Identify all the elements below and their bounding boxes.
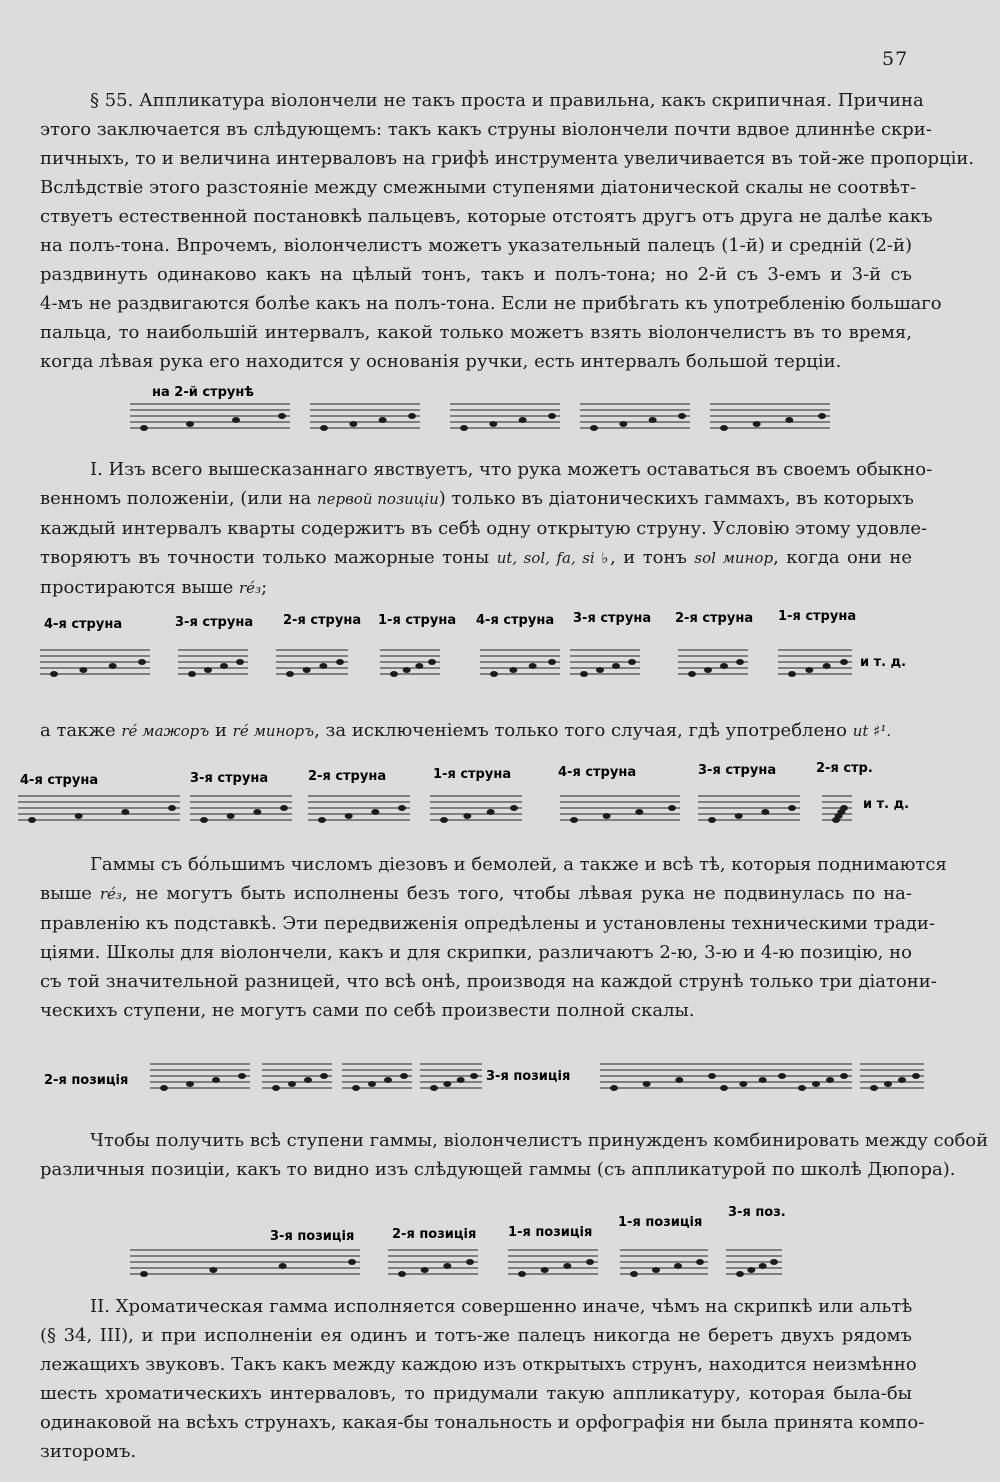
text-line: одинаковой на всѣхъ струнахъ, какая-бы тональность и орфографія ни была принята компо- — [40, 1412, 925, 1433]
note-head — [232, 417, 240, 423]
note-head — [186, 1081, 194, 1087]
note-head — [590, 425, 598, 431]
note-head — [443, 1263, 451, 1269]
position-label: 3-я поз. — [728, 1205, 786, 1220]
position-label: 1-я позиція — [618, 1215, 703, 1230]
etc-mark: и т. д. — [860, 655, 907, 670]
position-label: 2-я позиція — [392, 1227, 477, 1242]
music-example-5-score — [130, 1200, 810, 1300]
note-head — [761, 809, 769, 815]
note-head — [489, 421, 497, 427]
note-head — [518, 1271, 526, 1277]
note-head — [318, 817, 326, 823]
note-head — [188, 671, 196, 677]
music-example-2 — [30, 608, 930, 708]
note-head — [408, 413, 416, 419]
note-head — [168, 805, 176, 811]
note-head — [236, 659, 244, 665]
note-head — [805, 667, 813, 673]
text-line: раздвинуть одинаково какъ на цѣлый тонъ, такъ и полъ-тона; но 2-й съ 3-емъ и 3-й съ — [40, 264, 912, 285]
note-head — [371, 809, 379, 815]
note-head — [352, 1085, 360, 1091]
music-example-3-score — [10, 760, 930, 860]
note-head — [759, 1077, 767, 1083]
note-head — [304, 1077, 312, 1083]
string-label: 2-я струна — [283, 613, 362, 628]
note-head — [570, 817, 578, 823]
note-head — [785, 417, 793, 423]
note-head — [379, 417, 387, 423]
note-head — [415, 663, 423, 669]
note-head — [586, 1259, 594, 1265]
string-label: 3-я струна — [573, 611, 652, 626]
music-example-4 — [30, 1040, 920, 1120]
string-label: 3-я струна — [190, 771, 269, 786]
note-head — [487, 809, 495, 815]
note-head — [788, 805, 796, 811]
staff-group — [130, 1250, 782, 1277]
note-head — [747, 1267, 755, 1273]
note-head — [204, 667, 212, 673]
text-line: различныя позиціи, какъ то видно изъ слѣдующей гаммы (съ аппликатурой по школѣ Дюпора). — [40, 1159, 956, 1180]
note-head — [109, 663, 117, 669]
staff-group — [18, 796, 852, 823]
note-head — [619, 421, 627, 427]
string-label: 4-я струна — [20, 773, 99, 788]
paragraph-55 — [40, 86, 975, 376]
text-line: каждый интервалъ кварты содержитъ въ себѣ одну открытую струну. Условію этому удовле- — [40, 518, 928, 539]
note-head — [319, 663, 327, 669]
text-line: этого заключается въ слѣдующемъ: такъ какъ струны віолончели почти вдвое длиннѣе скри- — [40, 119, 932, 140]
example-1-label: на 2-й струнѣ — [152, 385, 254, 400]
note-head — [696, 1259, 704, 1265]
string-label: 3-я струна — [698, 763, 777, 778]
note-head — [336, 659, 344, 665]
note-head — [812, 1081, 820, 1087]
paragraph-I — [40, 455, 933, 603]
note-head — [720, 425, 728, 431]
note-head — [398, 805, 406, 811]
note-head — [345, 813, 353, 819]
note-head — [457, 1077, 465, 1083]
text-line: на полъ-тона. Впрочемъ, віолончелистъ можетъ указательный палецъ (1-й) и средній (2-й) — [40, 235, 912, 256]
note-head — [688, 671, 696, 677]
text-line: простираются выше ré₃; — [40, 577, 268, 598]
note-head — [720, 663, 728, 669]
note-head — [348, 1259, 356, 1265]
staff-group — [130, 404, 830, 431]
note-head — [652, 1267, 660, 1273]
note-head — [612, 663, 620, 669]
note-head — [912, 1073, 920, 1079]
staff-group — [40, 650, 852, 677]
note-head — [736, 1271, 744, 1277]
note-head — [384, 1077, 392, 1083]
note-head — [884, 1081, 892, 1087]
music-example-1-score — [100, 378, 840, 448]
position-label: 3-я позиція — [486, 1069, 571, 1084]
note-head — [398, 1271, 406, 1277]
text-line: зиторомъ. — [40, 1441, 137, 1462]
string-label: 1-я струна — [433, 767, 512, 782]
note-head — [674, 1263, 682, 1269]
paragraph-re — [40, 716, 912, 746]
note-head — [630, 1271, 638, 1277]
text-line: (§ 34, III), и при исполненіи ея одинъ и тотъ-же палецъ никогда не беретъ двухъ рядомъ — [40, 1325, 912, 1346]
string-label: 4-я струна — [558, 765, 637, 780]
note-head — [430, 1085, 438, 1091]
note-head — [580, 671, 588, 677]
text-line: Гаммы съ бо́льшимъ числомъ діезовъ и бемолей, а также и всѣ тѣ, которыя поднимаются — [90, 854, 947, 875]
string-label: 4-я струна — [44, 617, 123, 632]
note-head — [320, 425, 328, 431]
note-head — [818, 413, 826, 419]
position-label: 1-я позиція — [508, 1225, 593, 1240]
text-line: ческихъ ступени, не могутъ сами по себѣ произвести полной скалы. — [40, 1000, 695, 1021]
string-label: 2-я струна — [308, 769, 387, 784]
note-head — [349, 421, 357, 427]
note-head — [463, 813, 471, 819]
music-example-3 — [10, 760, 930, 860]
text-line: § 55. Аппликатура віолончели не такъ проста и правильна, какъ скрипичная. Причина — [90, 90, 924, 111]
note-head — [739, 1081, 747, 1087]
note-head — [720, 1085, 728, 1091]
note-head — [212, 1077, 220, 1083]
note-head — [220, 663, 228, 669]
note-head — [421, 1267, 429, 1273]
note-head — [460, 425, 468, 431]
string-label: 3-я струна — [175, 615, 254, 630]
note-head — [510, 805, 518, 811]
note-head — [826, 1077, 834, 1083]
note-head — [840, 659, 848, 665]
note-head — [840, 805, 848, 811]
text-line: выше ré₃, не могутъ быть исполнены безъ того, чтобы лѣвая рука не подвинулась по на- — [40, 883, 912, 904]
note-head — [227, 813, 235, 819]
note-head — [778, 1073, 786, 1079]
note-head — [704, 667, 712, 673]
note-head — [870, 1085, 878, 1091]
note-head — [788, 671, 796, 677]
note-head — [368, 1081, 376, 1087]
note-head — [708, 817, 716, 823]
position-label: 3-я позиція — [270, 1229, 355, 1244]
note-head — [278, 413, 286, 419]
note-head — [279, 1263, 287, 1269]
note-head — [610, 1085, 618, 1091]
note-head — [160, 1085, 168, 1091]
string-label: 1-я струна — [378, 613, 457, 628]
note-head — [75, 813, 83, 819]
note-head — [428, 659, 436, 665]
note-head — [280, 805, 288, 811]
note-head — [563, 1263, 571, 1269]
note-head — [529, 663, 537, 669]
music-example-4-score — [30, 1040, 920, 1120]
string-label: 2-я струна — [675, 611, 754, 626]
text-line: лежащихъ звуковъ. Такъ какъ между каждою изъ открытыхъ струнъ, находится неизмѣнно — [40, 1354, 917, 1375]
note-head — [541, 1267, 549, 1273]
note-head — [28, 817, 36, 823]
note-head — [79, 667, 87, 673]
note-head — [466, 1259, 474, 1265]
note-head — [320, 1073, 328, 1079]
paragraph-II — [40, 1292, 925, 1466]
note-head — [490, 671, 498, 677]
note-head — [840, 1073, 848, 1079]
note-head — [403, 667, 411, 673]
text-line: пальца, то наибольшій интервалъ, какой только можетъ взять віолончелистъ въ то время, — [40, 322, 912, 343]
note-head — [548, 413, 556, 419]
note-head — [138, 659, 146, 665]
note-head — [753, 421, 761, 427]
string-label: 4-я струна — [476, 613, 555, 628]
note-head — [603, 813, 611, 819]
note-head — [736, 659, 744, 665]
note-head — [470, 1073, 478, 1079]
note-head — [770, 1259, 778, 1265]
etc-mark: и т. д. — [863, 797, 910, 812]
note-head — [121, 809, 129, 815]
page-number: 57 — [882, 48, 909, 70]
text-line: когда лѣвая рука его находится у основанія ручки, есть интервалъ большой терціи. — [40, 351, 842, 372]
string-label: 2-я стр. — [816, 761, 873, 776]
note-head — [649, 417, 657, 423]
paragraph-scales — [40, 850, 947, 1025]
note-head — [628, 659, 636, 665]
note-head — [140, 1271, 148, 1277]
note-head — [643, 1081, 651, 1087]
text-line: съ той значительной разницей, что всѣ онѣ, производя на каждой струнѣ только три діатони- — [40, 971, 937, 992]
note-head — [186, 421, 194, 427]
note-head — [596, 667, 604, 673]
string-label: 1-я струна — [778, 609, 857, 624]
text-line: 4-мъ не раздвигаются болѣе какъ на полъ-тона. Если не прибѣгать къ употребленію большаго — [40, 293, 942, 314]
note-head — [635, 809, 643, 815]
text-line: пичныхъ, то и величина интерваловъ на грифѣ инструмента увеличивается въ той-же пропорціи. — [40, 148, 975, 169]
note-head — [272, 1085, 280, 1091]
text-line: Вслѣдствіе этого разстояніе между смежными ступенями діатонической скалы не соотвѣт- — [40, 177, 917, 198]
note-head — [519, 417, 527, 423]
text-line: I. Изъ всего вышесказаннаго явствуетъ, что рука можетъ оставаться въ своемъ обыкно- — [90, 459, 933, 480]
position-label: 2-я позиція — [44, 1073, 129, 1088]
text-line: ціями. Школы для віолончели, какъ и для скрипки, различаютъ 2-ю, 3-ю и 4-ю позицію, но — [40, 942, 912, 963]
text-line: правленію къ подставкѣ. Эти передвиженія опредѣлены и установлены техническими тради- — [40, 913, 935, 934]
note-head — [509, 667, 517, 673]
note-head — [735, 813, 743, 819]
music-example-1 — [100, 378, 840, 448]
text-line: а также ré мажоръ и ré миноръ, за исключеніемъ только того случая, гдѣ употреблено ut ♯¹. — [40, 720, 892, 741]
text-line: Чтобы получить всѣ ступени гаммы, віолончелистъ принужденъ комбинировать между собой — [90, 1130, 989, 1151]
note-head — [288, 1081, 296, 1087]
note-head — [675, 1077, 683, 1083]
note-head — [286, 671, 294, 677]
text-line: ствуетъ естественной постановкѣ пальцевъ, которые отстоятъ другъ отъ друга не далѣе какъ — [40, 206, 933, 227]
note-head — [400, 1073, 408, 1079]
paragraph-combine — [40, 1126, 989, 1184]
note-head — [823, 663, 831, 669]
note-head — [678, 413, 686, 419]
text-line: венномъ положеніи, (или на первой позиціи) только въ діатоническихъ гаммахъ, въ которыхъ — [40, 488, 914, 509]
note-head — [238, 1073, 246, 1079]
note-head — [303, 667, 311, 673]
note-head — [390, 671, 398, 677]
note-head — [200, 817, 208, 823]
note-head — [50, 671, 58, 677]
music-example-2-score — [30, 608, 930, 708]
note-head — [140, 425, 148, 431]
text-line: II. Хроматическая гамма исполняется совершенно иначе, чѣмъ на скрипкѣ или альтѣ — [90, 1296, 913, 1317]
note-head — [898, 1077, 906, 1083]
note-head — [668, 805, 676, 811]
music-example-5 — [130, 1200, 810, 1300]
text-line: творяютъ въ точности только мажорные тоны ut, sol, fa, si ♭, и тонъ sol минор, когда они не — [40, 547, 913, 568]
note-head — [548, 659, 556, 665]
text-line: шесть хроматическихъ интерваловъ, то придумали такую аппликатуру, которая была-бы — [40, 1383, 912, 1404]
note-head — [798, 1085, 806, 1091]
note-head — [443, 1081, 451, 1087]
note-head — [759, 1263, 767, 1269]
note-head — [209, 1267, 217, 1273]
note-head — [440, 817, 448, 823]
note-head — [253, 809, 261, 815]
